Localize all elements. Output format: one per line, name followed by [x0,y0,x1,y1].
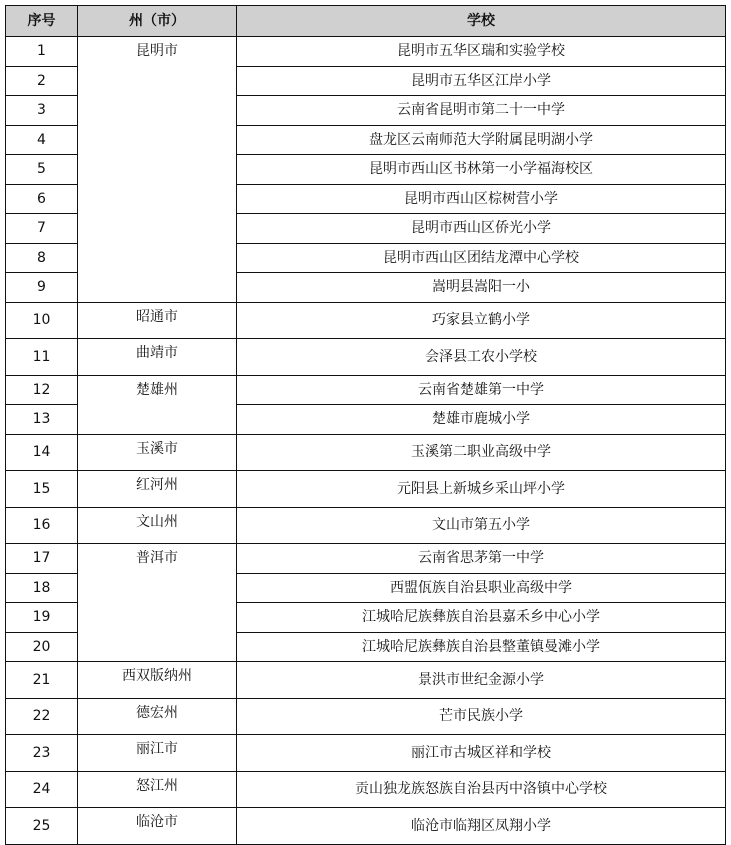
table-row [6,544,726,574]
table-row [6,37,726,67]
table-header-row [6,6,726,37]
header-school: 学校 [237,6,726,37]
city-cell: 临沧市 [78,808,237,845]
city-cell: 楚雄州 [78,375,237,434]
school-name-cell: 昆明市西山区书林第一小学福海校区 [237,155,726,185]
school-name-cell: 云南省楚雄第一中学 [237,375,726,405]
table-row [6,302,726,339]
row-index-cell: 12 [6,375,78,405]
school-list-table [5,5,726,845]
school-name-cell: 元阳县上新城乡采山坪小学 [237,471,726,508]
row-index-cell: 15 [6,471,78,508]
row-index-cell: 25 [6,808,78,845]
row-index-cell: 5 [6,155,78,185]
school-name-cell: 玉溪第二职业高级中学 [237,434,726,471]
school-name-cell: 嵩明县嵩阳一小 [237,273,726,303]
city-cell: 玉溪市 [78,434,237,471]
table-row [6,771,726,808]
row-index-cell: 14 [6,434,78,471]
row-index-cell: 20 [6,632,78,662]
row-index-cell: 21 [6,662,78,699]
school-name-cell: 江城哈尼族彝族自治县整董镇曼滩小学 [237,632,726,662]
school-name-cell: 西盟佤族自治县职业高级中学 [237,573,726,603]
row-index-cell: 18 [6,573,78,603]
city-cell: 红河州 [78,471,237,508]
school-name-cell: 昆明市西山区团结龙潭中心学校 [237,243,726,273]
row-index-cell: 10 [6,302,78,339]
school-name-cell: 丽江市古城区祥和学校 [237,735,726,772]
school-name-cell: 昆明市西山区侨光小学 [237,214,726,244]
school-name-cell: 云南省昆明市第二十一中学 [237,96,726,126]
table-body [6,37,726,845]
header-index: 序号 [6,6,78,37]
school-name-cell: 楚雄市鹿城小学 [237,405,726,435]
school-name-cell: 昆明市五华区江岸小学 [237,66,726,96]
row-index-cell: 16 [6,507,78,544]
school-name-cell: 昆明市五华区瑞和实验学校 [237,37,726,67]
row-index-cell: 17 [6,544,78,574]
row-index-cell: 24 [6,771,78,808]
school-name-cell: 临沧市临翔区凤翔小学 [237,808,726,845]
school-name-cell: 贡山独龙族怒族自治县丙中洛镇中心学校 [237,771,726,808]
table-row [6,735,726,772]
city-cell: 昭通市 [78,302,237,339]
city-cell: 怒江州 [78,771,237,808]
row-index-cell: 1 [6,37,78,67]
city-cell: 西双版纳州 [78,662,237,699]
row-index-cell: 23 [6,735,78,772]
row-index-cell: 4 [6,125,78,155]
table-row [6,375,726,405]
table-row [6,339,726,376]
school-name-cell: 景洪市世纪金源小学 [237,662,726,699]
school-name-cell: 江城哈尼族彝族自治县嘉禾乡中心小学 [237,603,726,633]
row-index-cell: 19 [6,603,78,633]
row-index-cell: 22 [6,698,78,735]
table-row [6,662,726,699]
table-row [6,698,726,735]
school-name-cell: 云南省思茅第一中学 [237,544,726,574]
school-name-cell: 巧家县立鹤小学 [237,302,726,339]
row-index-cell: 2 [6,66,78,96]
row-index-cell: 9 [6,273,78,303]
school-name-cell: 芒市民族小学 [237,698,726,735]
city-cell: 昆明市 [78,37,237,303]
city-cell: 文山州 [78,507,237,544]
row-index-cell: 7 [6,214,78,244]
table-row [6,507,726,544]
table-row [6,434,726,471]
city-cell: 普洱市 [78,544,237,662]
header-city: 州（市） [78,6,237,37]
row-index-cell: 11 [6,339,78,376]
school-name-cell: 盘龙区云南师范大学附属昆明湖小学 [237,125,726,155]
city-cell: 德宏州 [78,698,237,735]
row-index-cell: 6 [6,184,78,214]
table-row [6,808,726,845]
city-cell: 丽江市 [78,735,237,772]
school-name-cell: 会泽县工农小学校 [237,339,726,376]
city-cell: 曲靖市 [78,339,237,376]
school-name-cell: 昆明市西山区棕树营小学 [237,184,726,214]
row-index-cell: 3 [6,96,78,126]
table-row [6,471,726,508]
row-index-cell: 13 [6,405,78,435]
row-index-cell: 8 [6,243,78,273]
school-name-cell: 文山市第五小学 [237,507,726,544]
school-list-table-container [5,5,725,845]
